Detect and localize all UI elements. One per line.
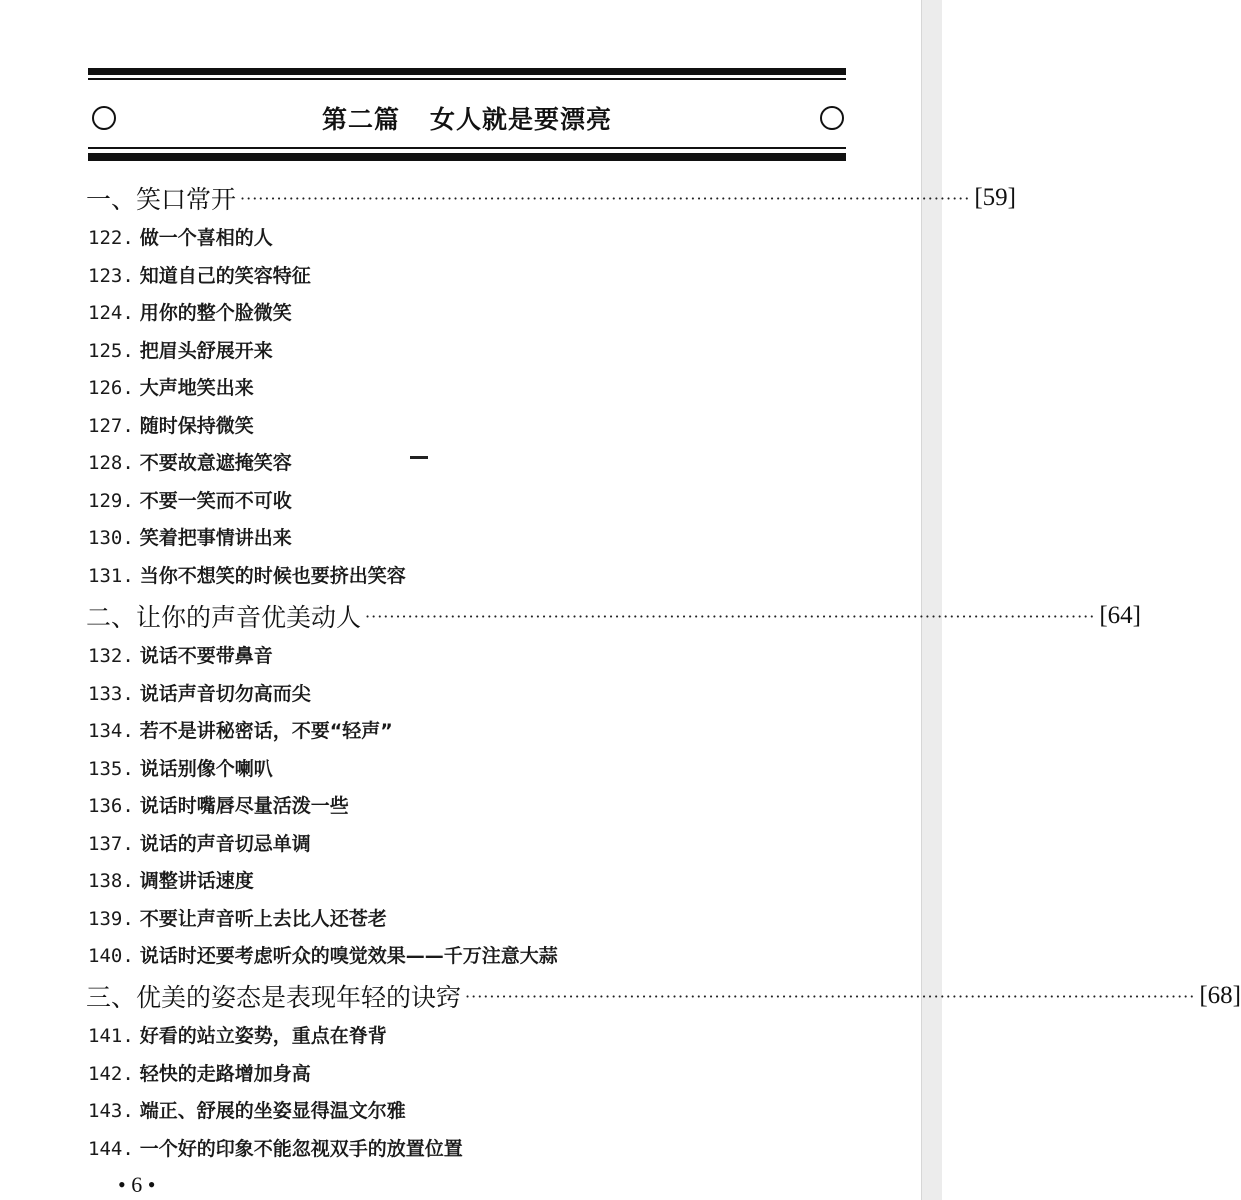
toc-entry [88,941,558,968]
toc-entry [88,1134,463,1161]
entry-number: 131. [88,565,134,587]
entry-text: 一个好的印象不能忽视双手的放置位置 [139,1138,463,1160]
entry-number: 136. [88,795,134,817]
entry-text: 大声地笑出来 [139,377,254,399]
entry-text: 不要故意遮掩笑容 [139,452,292,474]
entry-number: 130. [88,527,134,549]
entry-text: 轻快的走路增加身高 [139,1063,311,1085]
entry-number: 137. [88,833,134,855]
toc-entry [88,679,311,706]
toc-entry [88,448,292,475]
toc-entry [88,791,349,818]
section-page-ref: [64] [1099,602,1141,629]
viewer-scroll-edge [921,0,942,1200]
toc-entry [88,904,387,931]
entry-number: 123. [88,265,134,287]
leader-dots: ························································································································ [465,986,1196,1006]
toc-entry [88,223,273,250]
entry-text: 端正、舒展的坐姿显得温文尔雅 [139,1100,406,1122]
entry-text: 若不是讲秘密话，不要“轻声” [139,720,393,742]
right-circle-ornament [820,106,844,130]
footer-rule-thin [88,147,846,149]
toc-entry [88,523,292,550]
toc-entry [88,1096,406,1123]
entry-number: 127. [88,415,134,437]
entry-text: 说话时还要考虑听众的嗅觉效果——千万注意大蒜 [139,945,558,967]
entry-number: 138. [88,870,134,892]
entry-text: 随时保持微笑 [139,415,254,437]
entry-number: 143. [88,1100,134,1122]
entry-number: 122. [88,227,134,249]
entry-text: 做一个喜相的人 [139,227,273,249]
toc-entry [88,561,406,588]
entry-text: 把眉头舒展开来 [139,340,273,362]
toc-entry [88,829,311,856]
entry-number: 124. [88,302,134,324]
section-page-ref: [59] [974,184,1016,211]
entry-number: 128. [88,452,134,474]
entry-text: 笑着把事情讲出来 [139,527,292,549]
toc-entry [88,754,273,781]
toc-entry [88,411,254,438]
header-rule-thick [88,68,846,75]
footer-rule-thick [88,153,846,161]
leader-dots: ························································································································ [365,606,1096,626]
entry-number: 135. [88,758,134,780]
entry-number: 132. [88,645,134,667]
entry-number: 144. [88,1138,134,1160]
part-label: 第二篇 [321,105,400,134]
toc-entry [88,336,273,363]
entry-text: 说话时嘴唇尽量活泼一些 [139,795,349,817]
section-heading [86,180,1016,216]
section-page-ref: [68] [1199,982,1241,1009]
toc-entry [88,1021,387,1048]
section-title: 二、让你的声音优美动人 [86,603,362,632]
page-number: • 6 • [118,1172,156,1197]
toc-entry [88,716,393,743]
entry-text: 当你不想笑的时候也要挤出笑容 [139,565,406,587]
entry-text: 说话的声音切忌单调 [139,833,311,855]
entry-number: 142. [88,1063,134,1085]
entry-text: 不要让声音听上去比人还苍老 [139,908,387,930]
section-heading [86,978,1241,1014]
entry-text: 说话声音切勿高而尖 [139,683,311,705]
entry-number: 125. [88,340,134,362]
entry-number: 140. [88,945,134,967]
entry-text: 用你的整个脸微笑 [139,302,292,324]
entry-number: 133. [88,683,134,705]
toc-entry [88,261,311,288]
leader-dots: ························································································································ [240,188,971,208]
toc-entry [88,486,292,513]
toc-entry [88,298,292,325]
entry-text: 说话不要带鼻音 [139,645,273,667]
section-title: 三、优美的姿态是表现年轻的诀窍 [86,983,462,1012]
toc-entry [88,866,254,893]
entry-text: 知道自己的笑容特征 [139,265,311,287]
part-name: 女人就是要漂亮 [430,105,613,134]
entry-number: 126. [88,377,134,399]
entry-text: 不要一笑而不可收 [139,490,292,512]
entry-number: 129. [88,490,134,512]
entry-text: 好看的站立姿势，重点在脊背 [139,1025,387,1047]
print-speck [410,456,428,459]
entry-number: 139. [88,908,134,930]
header-rule-thin [88,78,846,80]
toc-entry [88,641,273,668]
entry-number: 141. [88,1025,134,1047]
toc-entry [88,373,254,400]
entry-text: 调整讲话速度 [139,870,254,892]
section-title: 一、笑口常开 [86,185,237,214]
entry-text: 说话别像个喇叭 [139,758,273,780]
part-title [88,100,846,136]
entry-number: 134. [88,720,134,742]
toc-entry [88,1059,311,1086]
section-heading [86,598,1141,634]
